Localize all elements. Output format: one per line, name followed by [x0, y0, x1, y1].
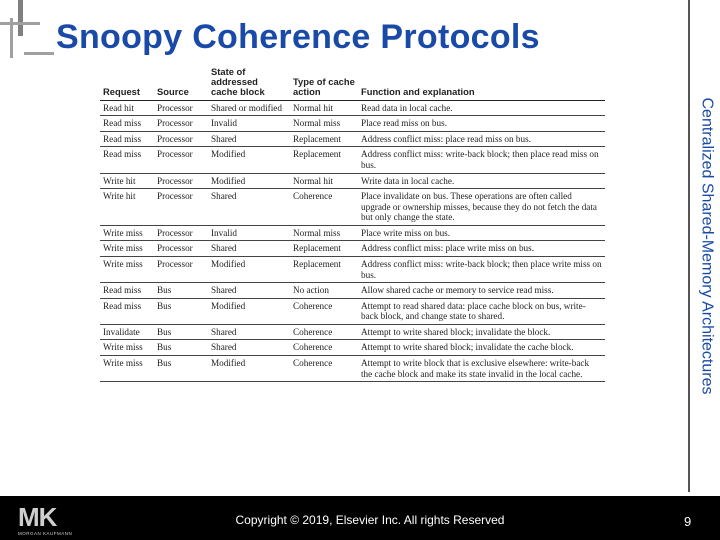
cell-function: Attempt to read shared data: place cache block on bus, write-back block, and change state to shared.	[358, 298, 605, 324]
table-row	[100, 189, 605, 226]
cell-state: Shared	[208, 241, 290, 257]
logo-subtitle: MORGAN KAUFMANN	[18, 531, 73, 536]
cell-action-type: Replacement	[290, 241, 358, 257]
cell-action-type: Replacement	[290, 147, 358, 173]
table-row	[100, 173, 605, 189]
table-row	[100, 298, 605, 324]
cell-action-type: Coherence	[290, 189, 358, 226]
cell-state: Modified	[208, 256, 290, 282]
cell-action-type: No action	[290, 283, 358, 299]
cell-state: Shared	[208, 131, 290, 147]
header-source: Source	[154, 66, 208, 100]
cell-source: Processor	[154, 116, 208, 132]
cell-state: Shared	[208, 189, 290, 226]
cell-action-type: Replacement	[290, 256, 358, 282]
table-row	[100, 241, 605, 257]
cell-request: Write miss	[100, 225, 154, 241]
cell-function: Write data in local cache.	[358, 173, 605, 189]
cell-source: Processor	[154, 189, 208, 226]
coherence-table-wrap	[100, 66, 605, 382]
page-number: 9	[684, 514, 692, 529]
cell-state: Modified	[208, 147, 290, 173]
cell-request: Read miss	[100, 283, 154, 299]
logo-mark: MK	[18, 502, 57, 532]
cell-action-type: Coherence	[290, 298, 358, 324]
cell-source: Processor	[154, 241, 208, 257]
table-row	[100, 283, 605, 299]
cell-function: Attempt to write shared block; invalidate the cache block.	[358, 340, 605, 356]
cell-function: Place invalidate on bus. These operations are often called upgrade or ownership misses, because they do not fetch the data but only change the state.	[358, 189, 605, 226]
cell-state: Shared	[208, 283, 290, 299]
cell-function: Place write miss on bus.	[358, 225, 605, 241]
cell-request: Write miss	[100, 340, 154, 356]
table-row	[100, 131, 605, 147]
cell-source: Processor	[154, 256, 208, 282]
table-row	[100, 100, 605, 116]
cell-request: Write miss	[100, 241, 154, 257]
cell-function: Address conflict miss: place write miss on bus.	[358, 241, 605, 257]
cell-source: Bus	[154, 283, 208, 299]
cell-action-type: Normal hit	[290, 173, 358, 189]
table-row	[100, 225, 605, 241]
cell-action-type: Replacement	[290, 131, 358, 147]
cell-request: Write hit	[100, 189, 154, 226]
side-divider	[688, 0, 690, 492]
table-row	[100, 324, 605, 340]
cell-action-type: Coherence	[290, 356, 358, 382]
cell-source: Bus	[154, 356, 208, 382]
side-title-wrap	[692, 0, 720, 492]
publisher-logo	[18, 504, 72, 536]
decorative-bar-vertical	[18, 0, 23, 36]
cell-state: Modified	[208, 173, 290, 189]
header-state: State of addressed cache block	[208, 66, 290, 100]
cell-request: Read miss	[100, 298, 154, 324]
cell-source: Bus	[154, 340, 208, 356]
table-row	[100, 147, 605, 173]
cell-request: Write miss	[100, 256, 154, 282]
side-title: Centralized Shared-Memory Architectures	[698, 97, 716, 395]
cell-function: Address conflict miss: place read miss on bus.	[358, 131, 605, 147]
table-row	[100, 256, 605, 282]
cell-action-type: Coherence	[290, 340, 358, 356]
cell-state: Shared or modified	[208, 100, 290, 116]
cell-state: Modified	[208, 298, 290, 324]
table-header-row	[100, 66, 605, 100]
header-function: Function and explanation	[358, 66, 605, 100]
cell-function: Place read miss on bus.	[358, 116, 605, 132]
cell-state: Shared	[208, 340, 290, 356]
cell-action-type: Coherence	[290, 324, 358, 340]
cell-state: Invalid	[208, 225, 290, 241]
table-row	[100, 116, 605, 132]
decorative-bar-horizontal-2	[24, 52, 54, 55]
cell-source: Processor	[154, 131, 208, 147]
cell-request: Read miss	[100, 116, 154, 132]
cell-state: Shared	[208, 324, 290, 340]
cell-source: Processor	[154, 173, 208, 189]
cell-action-type: Normal miss	[290, 116, 358, 132]
header-action-type: Type of cache action	[290, 66, 358, 100]
cell-source: Processor	[154, 225, 208, 241]
cell-state: Modified	[208, 356, 290, 382]
slide-title: Snoopy Coherence Protocols	[56, 18, 540, 56]
cell-request: Read hit	[100, 100, 154, 116]
header-request: Request	[100, 66, 154, 100]
cell-state: Invalid	[208, 116, 290, 132]
cell-function: Attempt to write block that is exclusive elsewhere: write-back the cache block and make its state invalid in the local cache.	[358, 356, 605, 382]
cell-request: Write miss	[100, 356, 154, 382]
copyright-notice: Copyright © 2019, Elsevier Inc. All rights Reserved	[235, 513, 505, 527]
cell-request: Read miss	[100, 147, 154, 173]
cell-function: Read data in local cache.	[358, 100, 605, 116]
cell-function: Address conflict miss: write-back block; then place write miss on bus.	[358, 256, 605, 282]
table-row	[100, 356, 605, 382]
cell-request: Read miss	[100, 131, 154, 147]
decorative-bar-horizontal	[0, 22, 40, 25]
cell-function: Allow shared cache or memory to service read miss.	[358, 283, 605, 299]
cell-function: Address conflict miss: write-back block; then place read miss on bus.	[358, 147, 605, 173]
cell-request: Invalidate	[100, 324, 154, 340]
cell-source: Processor	[154, 147, 208, 173]
coherence-table	[100, 66, 605, 382]
cell-source: Bus	[154, 324, 208, 340]
cell-source: Bus	[154, 298, 208, 324]
cell-action-type: Normal hit	[290, 100, 358, 116]
cell-source: Processor	[154, 100, 208, 116]
cell-function: Attempt to write shared block; invalidate the block.	[358, 324, 605, 340]
cell-action-type: Normal miss	[290, 225, 358, 241]
cell-request: Write hit	[100, 173, 154, 189]
table-row	[100, 340, 605, 356]
table-body	[100, 100, 605, 382]
